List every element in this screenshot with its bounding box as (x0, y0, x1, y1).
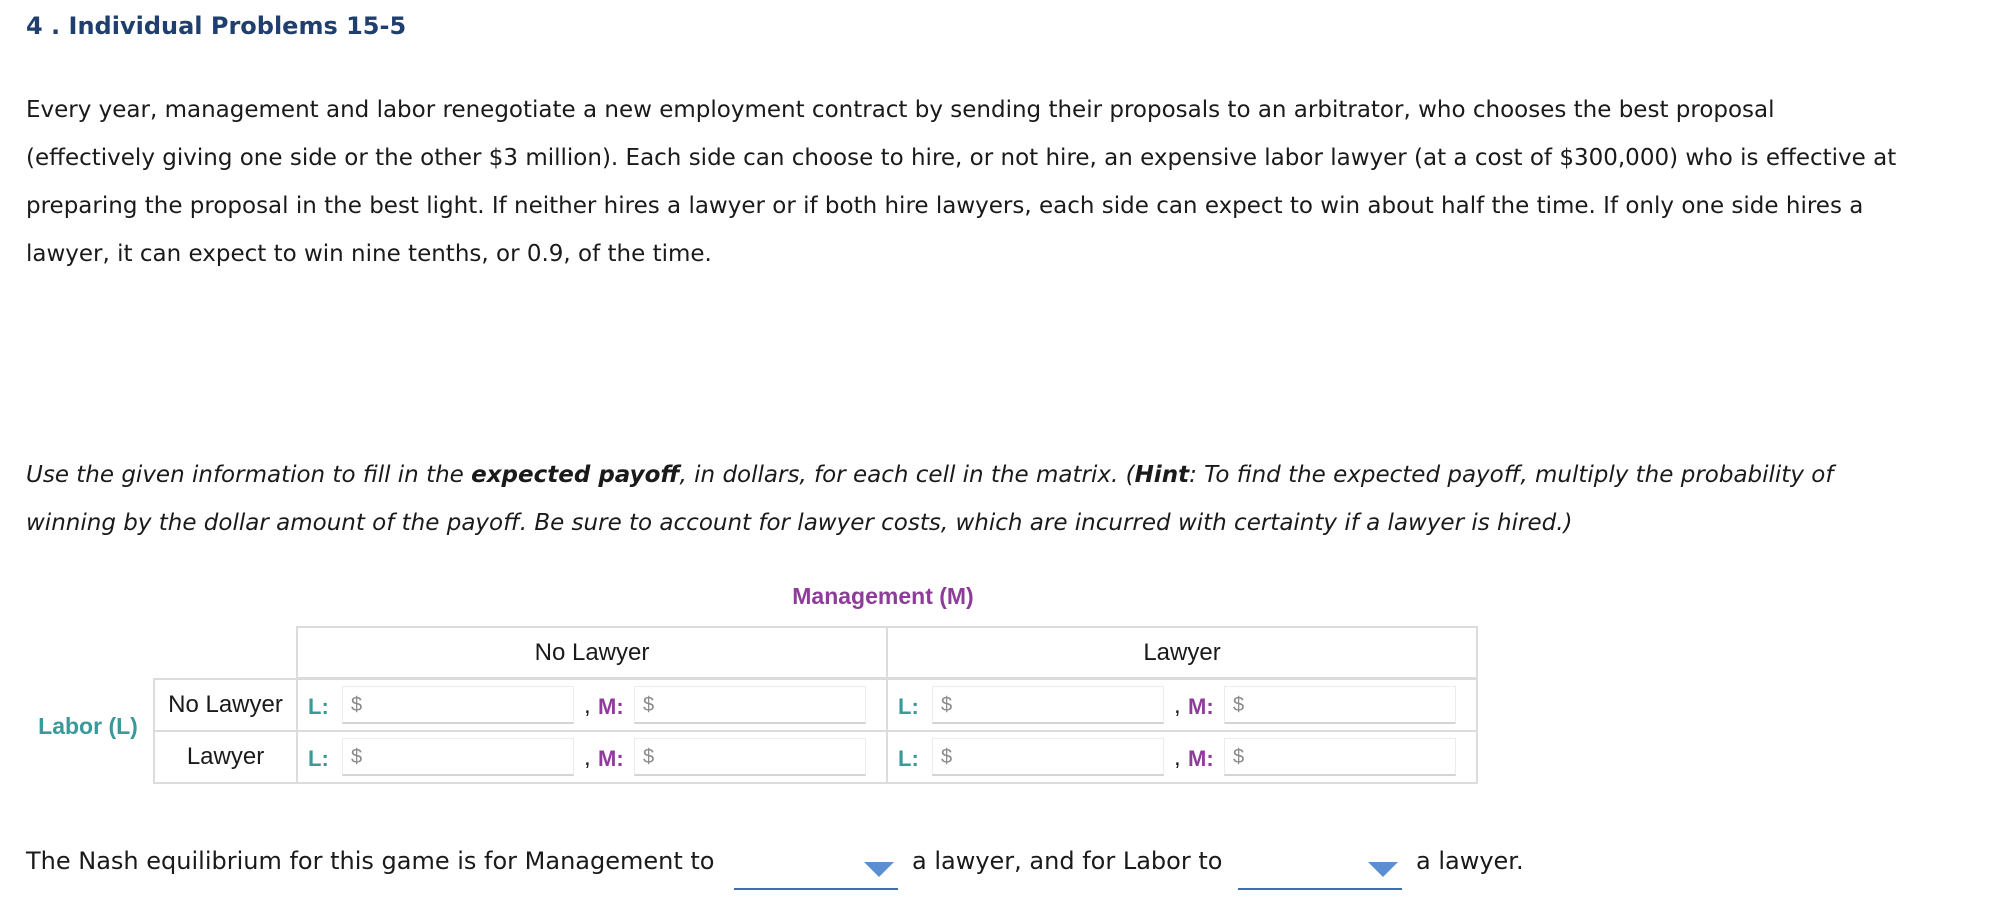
management-payoff-label: M: (1188, 746, 1214, 771)
chevron-down-icon (864, 862, 894, 877)
row-header-lawyer: Lawyer (153, 730, 298, 784)
instructions: Use the given information to fill in the expected payoff, in dollars, for each cell in the matrix. (Hint: To find the expected payoff, multiply the probability of winning by the dollar amount of the payoff. Be sure to account for lawyer costs, which are incurred with certainty if a lawyer is hired.) (26, 462, 1834, 536)
column-header-no-lawyer: No Lawyer (296, 626, 888, 679)
management-payoff-input[interactable] (634, 686, 866, 724)
dollar-sign: $ (643, 746, 655, 768)
problem-title: 4 . Individual Problems 15-5 (26, 12, 407, 40)
row-header-no-lawyer: No Lawyer (153, 678, 298, 732)
labor-payoff-input[interactable] (342, 738, 574, 776)
payoff-cell-lawyer-lawyer (886, 730, 1478, 784)
column-header-lawyer: Lawyer (886, 626, 1478, 679)
dollar-sign: $ (1233, 746, 1245, 768)
management-payoff-input[interactable] (634, 738, 866, 776)
nash-text-middle: a lawyer, and for Labor to (912, 847, 1223, 875)
payoff-cell-lawyer-nolawyer (296, 730, 888, 784)
management-payoff-input[interactable] (1224, 738, 1456, 776)
nash-text-start: The Nash equilibrium for this game is for Management to (26, 847, 715, 875)
payoff-cell-nolawyer-nolawyer (296, 678, 888, 732)
labor-payoff-input[interactable] (342, 686, 574, 724)
dollar-sign: $ (941, 746, 953, 768)
labor-player-label: Labor (L) (38, 713, 138, 739)
labor-payoff-input[interactable] (932, 738, 1164, 776)
labor-payoff-label: L: (898, 746, 919, 771)
management-payoff-label: M: (598, 694, 624, 719)
labor-payoff-input[interactable] (932, 686, 1164, 724)
management-payoff-label: M: (598, 746, 624, 771)
separator: , (584, 744, 591, 771)
management-choice-dropdown[interactable] (734, 854, 898, 890)
dollar-sign: $ (351, 694, 363, 716)
labor-payoff-label: L: (308, 694, 329, 719)
problem-description: Every year, management and labor renegotiate a new employment contract by sending their proposals to an arbitrator, who chooses the best proposal (effectively giving one side or the other $3 million). Each side can choose to hire, or not hire, an expensive labor lawyer (at a cost of $300,000) who is effective at preparing the proposal in the best light. If neither hires a lawyer or if both hire lawyers, each side can expect to win about half the time. If only one side hires a lawyer, it can expect to win nine tenths, or 0.9, of the time. (26, 97, 1897, 267)
management-payoff-label: M: (1188, 694, 1214, 719)
chevron-down-icon (1368, 862, 1398, 877)
nash-text-end: a lawyer. (1416, 847, 1524, 875)
dollar-sign: $ (351, 746, 363, 768)
dollar-sign: $ (1233, 694, 1245, 716)
separator: , (1174, 744, 1181, 771)
labor-payoff-label: L: (308, 746, 329, 771)
separator: , (1174, 692, 1181, 719)
payoff-cell-nolawyer-lawyer (886, 678, 1478, 732)
management-player-label: Management (M) (792, 583, 974, 609)
dollar-sign: $ (941, 694, 953, 716)
separator: , (584, 692, 591, 719)
labor-choice-dropdown[interactable] (1238, 854, 1402, 890)
dollar-sign: $ (643, 694, 655, 716)
labor-payoff-label: L: (898, 694, 919, 719)
management-payoff-input[interactable] (1224, 686, 1456, 724)
